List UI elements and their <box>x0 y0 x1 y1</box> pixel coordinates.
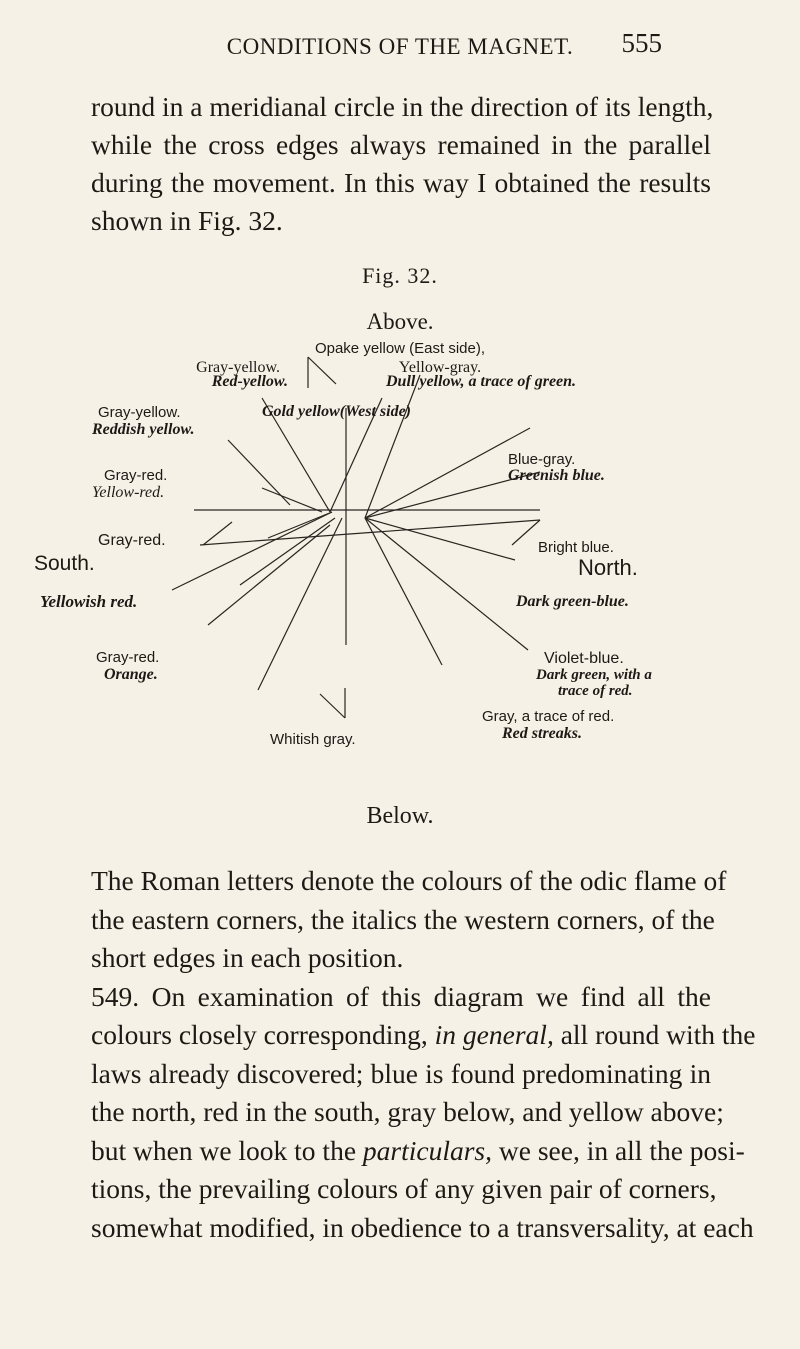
label-l2-italic: Reddish yellow. <box>92 421 195 438</box>
label-tr1-roman: Yellow-gray. <box>398 359 482 376</box>
diagram-line <box>262 488 322 512</box>
top-mark <box>308 357 336 384</box>
label-north: North. <box>578 555 638 580</box>
text-segment: colours closely corresponding, <box>91 1019 435 1050</box>
text-line: while the cross edges always remained in the parallel <box>91 129 711 160</box>
label-r4-italic: Dark green-blue. <box>516 593 629 610</box>
label-below: Below. <box>366 803 434 829</box>
diagram-line <box>268 512 332 538</box>
label-l4-roman: Gray-red. <box>98 532 166 549</box>
diagram-line <box>365 518 442 665</box>
text-line: short edges in each position. <box>91 942 404 973</box>
text-line: laws already discovered; blue is found predominating in <box>91 1057 711 1089</box>
diagram-line <box>365 375 420 518</box>
text-line <box>91 1016 756 1055</box>
label-gold: Gold yellow(West side) <box>262 403 412 420</box>
emphasis: in general, <box>434 1019 554 1050</box>
label-r2-roman: Blue-gray. <box>508 451 576 468</box>
magnet-diagram <box>0 300 800 760</box>
bottom-mark <box>320 694 345 718</box>
label-tl1-italic: Red-yellow. <box>211 373 288 390</box>
label-r6-roman: Gray, a trace of red. <box>482 708 615 725</box>
label-l5-italic: Yellowish red. <box>40 592 138 611</box>
label-r6-italic: Red streaks. <box>502 725 582 742</box>
diagram-line <box>258 518 342 690</box>
diagram-line <box>240 518 335 585</box>
text-line: 549. On examination of this diagram we find all the <box>91 980 711 1012</box>
label-l3-roman: Gray-red. <box>104 467 168 484</box>
label-l3-italic: Yellow-red. <box>92 484 165 501</box>
label-l2-roman: Gray-yellow. <box>98 404 181 421</box>
south-mark <box>203 522 232 545</box>
diagram-line <box>365 518 515 560</box>
text-line: tions, the prevailing colours of any given pair of corners, <box>91 1173 717 1204</box>
label-r5-italic1: Dark green, with a <box>536 667 652 683</box>
north-mark <box>512 520 540 545</box>
diagram-line <box>365 518 528 650</box>
figure-caption: Fig. 32. <box>362 263 438 288</box>
label-south: South. <box>34 552 95 575</box>
label-r5-italic2: trace of red. <box>558 683 633 699</box>
text-line: during the movement. In this way I obtained the results <box>91 167 711 198</box>
label-tr1-italic: Dull yellow, a trace of green. <box>386 373 577 390</box>
text-line: round in a meridianal circle in the direction of its length, <box>91 91 714 122</box>
text-line: shown in Fig. 32. <box>91 205 283 236</box>
diagram-line <box>172 512 332 590</box>
label-whitish: Whitish gray. <box>270 731 356 748</box>
label-r3-roman: Bright blue. <box>538 539 614 556</box>
page-number: 555 <box>621 28 662 58</box>
text-line <box>91 1132 745 1171</box>
text-line: the north, red in the south, gray below, and yellow above; <box>91 1096 724 1127</box>
paragraph-intro <box>91 88 714 240</box>
emphasis: particulars, <box>362 1134 493 1166</box>
text-line: the eastern corners, the italics the western corners, of the <box>91 903 715 935</box>
text-segment: but when we look to the <box>91 1134 363 1166</box>
diagram-line <box>200 520 540 545</box>
label-above: Above. <box>366 309 434 334</box>
label-r5-roman: Violet-blue. <box>544 650 624 667</box>
label-tl1-roman: Gray-yellow. <box>196 359 280 376</box>
text-line: somewhat modified, in obedience to a transversality, at each <box>91 1211 754 1243</box>
label-opake: Opake yellow (East side), <box>314 340 486 357</box>
text-line: The Roman letters denote the colours of the odic flame of <box>91 865 727 896</box>
page-header <box>0 28 800 74</box>
label-l6-roman: Gray-red. <box>96 649 160 666</box>
label-r2-italic: Greenish blue. <box>508 467 605 484</box>
text-segment: we see, in all the posi- <box>492 1134 745 1166</box>
running-head: CONDITIONS OF THE MAGNET. <box>226 34 574 59</box>
text-segment: all round with the <box>553 1019 756 1050</box>
diagram-line <box>365 428 530 518</box>
label-l6-italic: Orange. <box>104 666 158 683</box>
paragraph-main <box>91 862 756 1247</box>
